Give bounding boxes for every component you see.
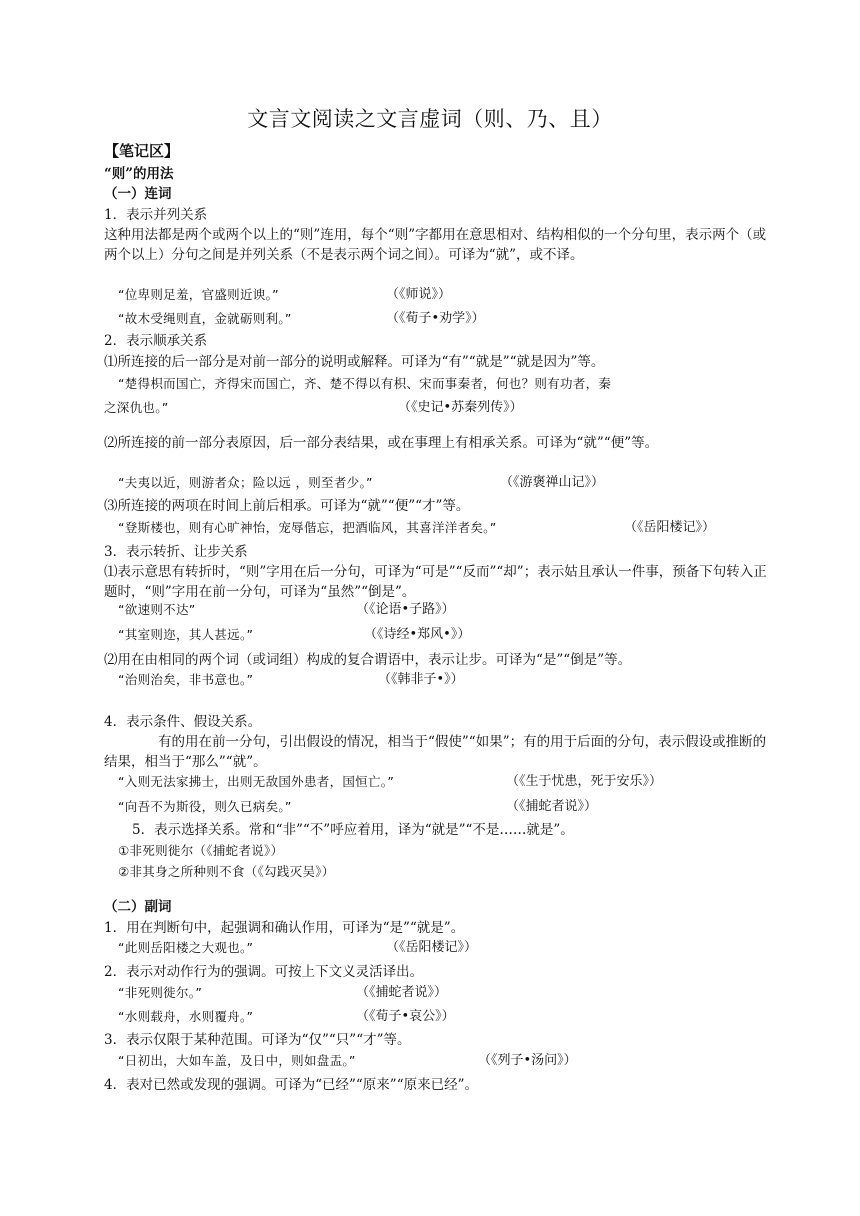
conj-p3-heading: 3．表示转折、让步关系 xyxy=(104,544,248,560)
conj-p2-heading: 2．表示顺承关系 xyxy=(104,333,208,349)
adv-p3-example: “日初出，大如车盖，及日中，则如盘盂。” xyxy=(118,1053,356,1068)
adv-p2-example-2: “水则载舟，水则覆舟。” xyxy=(118,1009,254,1024)
conj-p1-source-2: （《荀子•劝学》） xyxy=(386,311,485,326)
conj-p5-example-1: ①非死则徙尔（《捕蛇者说》） xyxy=(118,843,284,858)
adv-p2-source-1: （《捕蛇者说》） xyxy=(356,985,448,1000)
conj-p2-c-example: “登斯楼也，则有心旷神怡，宠辱偕忘，把酒临风，其喜洋洋者矣。” xyxy=(118,520,497,535)
adv-heading: （二）副词 xyxy=(104,899,172,915)
conj-heading: （一）连词 xyxy=(104,186,172,202)
conj-p1-example-1: “位卑则足羞，官盛则近谀。” xyxy=(118,287,279,302)
conj-p2-c-source: （《岳阳楼记》） xyxy=(624,520,716,535)
section-heading: 【笔记区】 xyxy=(104,142,180,160)
conj-p4-source-2: （《捕蛇者说》） xyxy=(506,799,598,814)
adv-p2-source-2: （《荀子•哀公》） xyxy=(356,1009,455,1024)
conj-p2-c-desc: ⑶所连接的两项在时间上前后相承。可译为“就”“便”“才”等。 xyxy=(104,498,470,514)
conj-p3-example-2: “其室则迩，其人甚远。” xyxy=(118,627,254,642)
conj-p2-b-source: （《游褒禅山记》） xyxy=(500,475,605,490)
conj-p4-source-1: （《生于忧患，死于安乐》） xyxy=(506,774,663,789)
adv-p2-example-1: “非死则徙尔。” xyxy=(118,985,203,1000)
conj-p3-source-1: （《论语•子路》） xyxy=(356,602,455,617)
adv-p3-source: （《列子•汤问》） xyxy=(478,1053,577,1068)
conj-p2-a-source: （《史记•苏秦列传》） xyxy=(398,400,523,415)
conj-p1-heading: 1．表示并列关系 xyxy=(104,207,208,223)
conj-p1-desc: 这种用法都是两个或两个以上的“则”连用，每个“则”字都用在意思相对、结构相似的一个分句里，表示两个（或两个以上）分句之间是并列关系（不是表示两个词之间）。可译为“就”，或不译。 xyxy=(104,227,767,263)
conj-p2-b-desc: ⑵所连接的前一部分表原因，后一部分表结果，或在事理上有相承关系。可译为“就”“便”等。 xyxy=(104,435,659,451)
conj-p4-example-2: “向吾不为斯役，则久已病矣。” xyxy=(118,799,292,814)
conj-p1-example-2: “故木受绳则直，金就砺则利。” xyxy=(118,311,292,326)
conj-p4-example-1: “入则无法家拂士，出则无敌国外患者，国恒亡。” xyxy=(118,774,395,789)
conj-p3-b-desc: ⑵用在由相同的两个词（或词组）构成的复合谓语中，表示让步。可译为“是”“倒是”等。 xyxy=(104,652,632,668)
conj-p3-source-3: （《韩非子•》） xyxy=(378,672,464,687)
conj-p1-source-1: （《师说》） xyxy=(386,287,452,302)
adv-p1-source: （《岳阳楼记》） xyxy=(386,940,478,955)
conj-p5-example-2: ②非其身之所种则不食（《勾践灭吴》） xyxy=(118,864,335,879)
conj-p3-source-2: （《诗经•郑风•》） xyxy=(364,627,471,642)
conj-p3-example-3: “治则治矣，非书意也。” xyxy=(118,672,254,687)
conj-p5-heading: 5．表示选择关系。常和“非”“不”呼应着用，译为“就是”“不是……就是”。 xyxy=(132,822,574,838)
adv-p3-heading: 3．表示仅限于某种范围。可译为“仅”“只”“才”等。 xyxy=(104,1032,411,1048)
conj-p2-a-example-line-1: “楚得枳而国亡，齐得宋而国亡，齐、楚不得以有枳、宋而事秦者，何也？则有功者，秦 xyxy=(118,376,612,391)
conj-p2-b-example: “夫夷以近，则游者众；险以远 ，则至者少。” xyxy=(118,475,373,490)
adv-p1-heading: 1．用在判断句中，起强调和确认作用，可译为“是”“就是”。 xyxy=(104,920,465,936)
conj-p3-a-desc: ⑴表示意思有转折时，“则”字用在后一分句，可译为“可是”“反而”“却”；表示姑且承认一件事，预备下句转入正题时，“则”字用在前一分句，可译为“虽然”“倒是”。 xyxy=(104,564,767,600)
adv-p2-heading: 2．表示对动作行为的强调。可按上下文义灵活译出。 xyxy=(104,964,424,980)
page-title: 文言文阅读之文言虚词（则、乃、且） xyxy=(247,107,613,131)
usage-heading: “则”的用法 xyxy=(104,166,174,182)
conj-p2-a-example-line-2: 之深仇也。” xyxy=(104,400,169,415)
adv-p4-heading: 4．表对已然或发现的强调。可译为“已经”“原来”“原来已经”。 xyxy=(104,1077,478,1093)
conj-p2-a-desc: ⑴所连接的后一部分是对前一部分的说明或解释。可译为“有”“就是”“就是因为”等。 xyxy=(104,354,605,370)
conj-p4-desc: 有的用在前一分句，引出假设的情况，相当于“假使”“如果”；有的用于后面的分句，表示假设或推断的结果，相当于“那么”“就”。 xyxy=(104,734,767,770)
adv-p1-example: “此则岳阳楼之大观也。” xyxy=(118,940,254,955)
conj-p3-example-1: “欲速则不达” xyxy=(118,602,196,617)
conj-p4-heading: 4．表示条件、假设关系。 xyxy=(104,714,262,730)
